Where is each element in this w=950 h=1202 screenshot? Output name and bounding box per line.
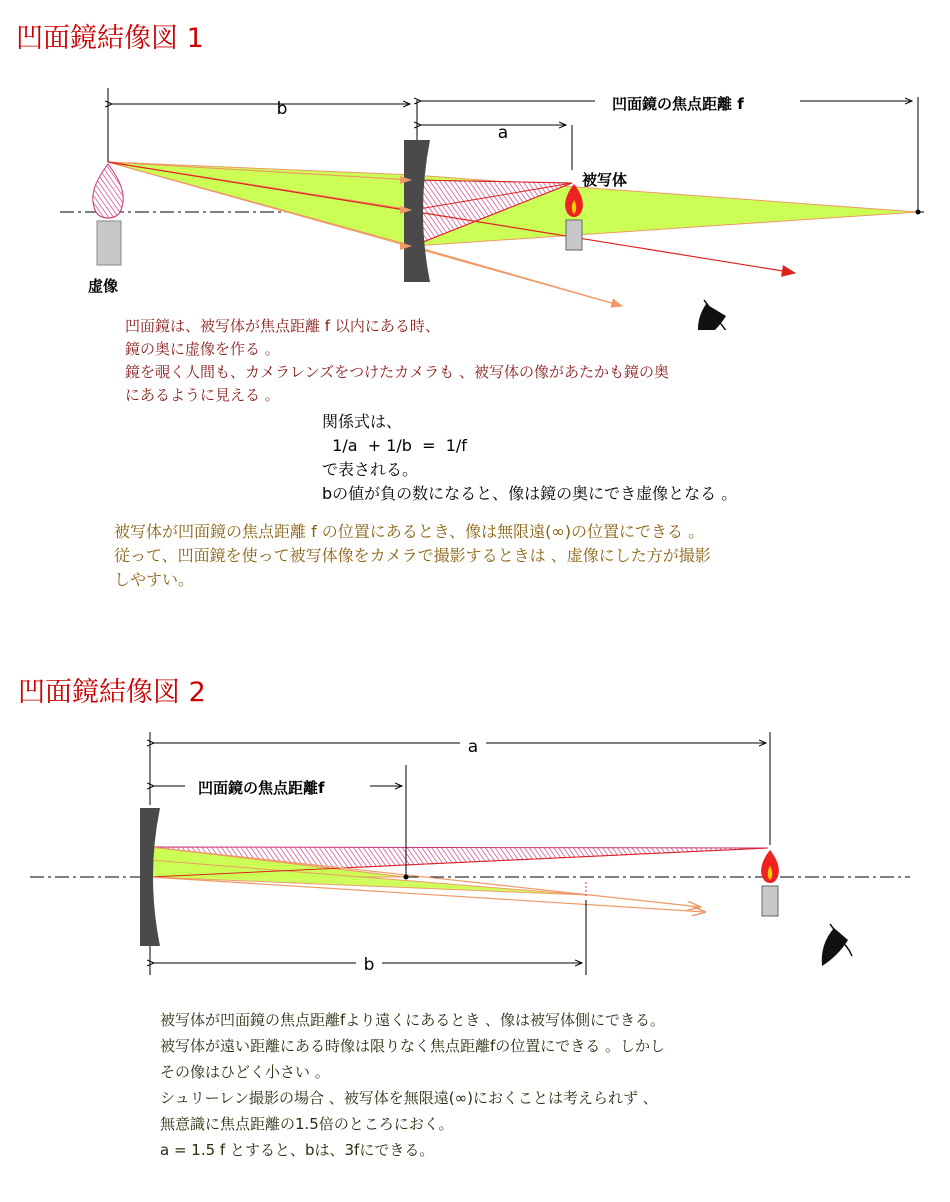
note-red-line: 鏡の奥に虚像を作る 。	[125, 340, 280, 358]
label-a-2: a	[467, 737, 479, 757]
figure2-diagram	[0, 720, 950, 990]
note-black-line: で表される。	[322, 460, 419, 479]
object-candle-2	[762, 886, 778, 916]
note-olive-line: a = 1.5 f とすると、bは、3fにできる。	[160, 1141, 435, 1159]
figure1-note-black	[322, 410, 737, 506]
label-focal: 凹面鏡の焦点距離 f	[612, 95, 744, 113]
note-olive-line: 無意識に焦点距離の1.5倍のところにおく。	[160, 1115, 454, 1133]
figure1-note-red	[125, 315, 669, 407]
label-a: a	[497, 123, 509, 143]
label-focal-2: 凹面鏡の焦点距離f	[198, 779, 325, 797]
note-brown-line: 被写体が凹面鏡の焦点距離 f の位置にあるとき、像は無限遠(∞)の位置にできる 。	[114, 522, 705, 541]
note-olive-line: その像はひどく小さい 。	[160, 1063, 330, 1081]
object-candle	[566, 220, 582, 250]
note-olive-line: 被写体が凹面鏡の焦点距離fより遠くにあるとき 、像は被写体側にできる。	[160, 1011, 666, 1029]
eye-icon-2	[822, 924, 852, 966]
virtual-image-candle	[97, 221, 121, 265]
label-object: 被写体	[582, 171, 628, 189]
note-red-line: 鏡を覗く人間も、カメラレンズをつけたカメラも 、被写体の像があたかも鏡の奥	[125, 363, 669, 381]
ray-reflected	[413, 246, 622, 306]
note-black-line: bの値が負の数になると、像は鏡の奥にでき虚像となる 。	[322, 484, 738, 503]
note-brown-line: しやすい。	[114, 570, 195, 589]
figure1-title: 凹面鏡結像図 1	[16, 23, 204, 54]
focal-point-2	[404, 875, 409, 880]
note-red-line: にあるように見える 。	[125, 386, 280, 404]
note-olive-line: シュリーレン撮影の場合 、被写体を無限遠(∞)におくことは考えられず 、	[160, 1089, 658, 1107]
label-b-2: b	[363, 955, 375, 975]
figure2-note	[160, 1007, 665, 1163]
focal-point	[916, 210, 921, 215]
note-black-line: 関係式は、	[322, 412, 403, 431]
figure1-diagram	[0, 0, 950, 330]
formula: 1/a + 1/b = 1/f	[322, 436, 467, 455]
figure1-note-brown	[114, 520, 711, 592]
note-olive-line: 被写体が遠い距離にある時像は限りなく焦点距離fの位置にできる 。しかし	[160, 1037, 666, 1055]
label-virtual-image: 虚像	[88, 277, 119, 295]
eye-icon	[698, 300, 728, 330]
note-red-line: 凹面鏡は、被写体が焦点距離 f 以内にある時、	[125, 317, 440, 335]
label-b: b	[276, 99, 288, 119]
figure2-title: 凹面鏡結像図 2	[18, 677, 206, 708]
note-brown-line: 従って、凹面鏡を使って被写体像をカメラで撮影するときは 、虚像にした方が撮影	[114, 546, 711, 565]
virtual-image-flame	[93, 164, 123, 218]
